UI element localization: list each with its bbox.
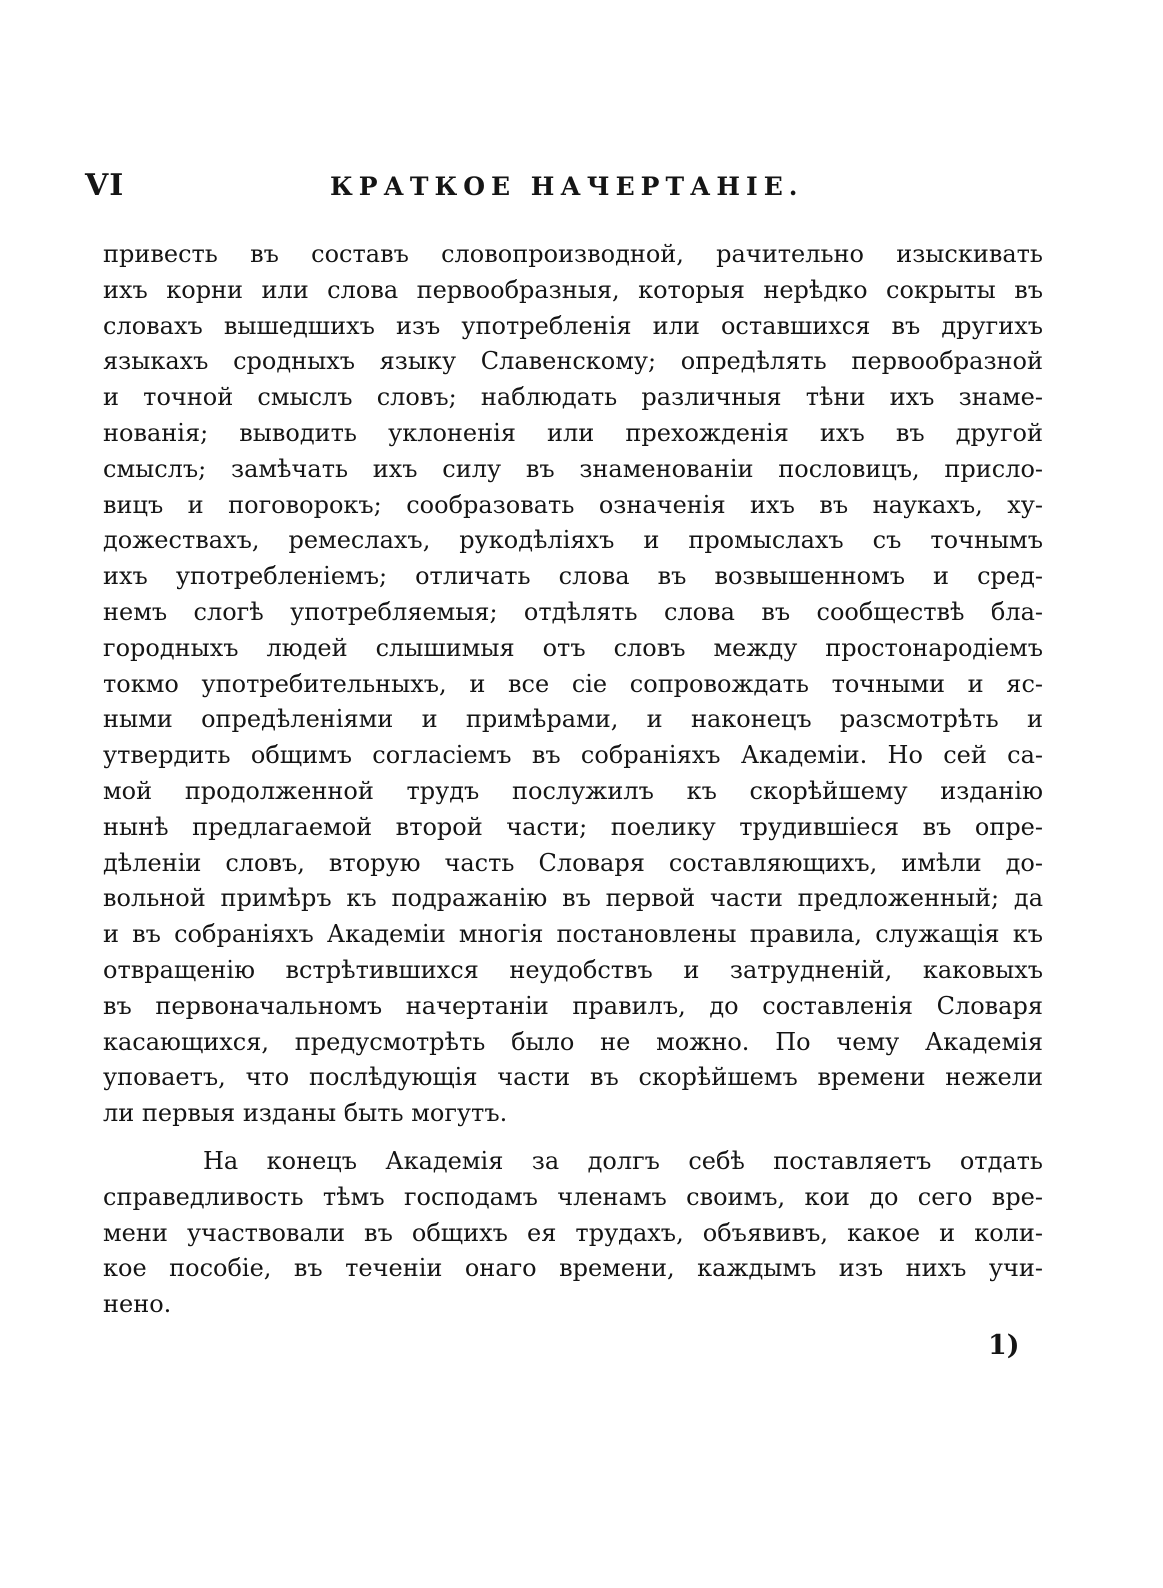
text-line: мой продолженной трудъ послужилъ къ скорѣйшему изданію <box>103 776 1043 805</box>
paragraph-gap <box>103 1132 1043 1144</box>
paragraph-2 <box>103 1144 1043 1323</box>
text-line: ными опредѣленіями и примѣрами, и наконецъ разсмотрѣть и <box>103 705 1043 734</box>
text-line: дѣленіи словъ, вторую часть Словаря составляющихъ, имѣли до- <box>103 848 1043 877</box>
text-line: мени участвовали въ общихъ ея трудахъ, объявивъ, какое и коли- <box>103 1218 1043 1247</box>
text-line: токмо употребительныхъ, и все сіе сопровождать точными и яс- <box>103 669 1043 698</box>
running-head: КРАТКОЕ НАЧЕРТАНІЕ. <box>330 172 804 201</box>
text-line: смыслъ; замѣчать ихъ силу въ знаменованіи пословицъ, присло- <box>103 454 1043 483</box>
text-line: нынѣ предлагаемой второй части; поелику трудившіеся въ опре- <box>103 812 1043 841</box>
body-text <box>103 237 1043 1323</box>
text-line: ихъ употребленіемъ; отличать слова въ возвышенномъ и сред- <box>103 562 1043 591</box>
text-line: отвращенію встрѣтившихся неудобствъ и затрудненій, каковыхъ <box>103 955 1043 984</box>
text-line: и точной смыслъ словъ; наблюдать различныя тѣни ихъ знаме- <box>103 383 1043 412</box>
text-line: ихъ корни или слова первообразныя, которыя нерѣдко сокрыты въ <box>103 275 1043 304</box>
text-line: городныхъ людей слышимыя отъ словъ между простонародіемъ <box>103 633 1043 662</box>
text-line: словахъ вышедшихъ изъ употребленія или оставшихся въ другихъ <box>103 311 1043 340</box>
paragraph-1 <box>103 237 1043 1132</box>
text-line: утвердить общимъ согласіемъ въ собраніяхъ Академіи. Но сей са- <box>103 741 1043 770</box>
text-line: кое пособіе, въ теченіи онаго времени, каждымъ изъ нихъ учи- <box>103 1254 1043 1283</box>
page-number: VI <box>85 168 125 203</box>
catchword: 1) <box>988 1330 1020 1361</box>
text-line: справедливость тѣмъ господамъ членамъ своимъ, кои до сего вре- <box>103 1182 1043 1211</box>
text-line: немъ слогѣ употребляемыя; отдѣлять слова въ сообществѣ бла- <box>103 597 1043 626</box>
text-line: языкахъ сродныхъ языку Славенскому; опредѣлять первообразной <box>103 347 1043 376</box>
text-line: и въ собраніяхъ Академіи многія постановлены правила, служащія къ <box>103 920 1043 949</box>
text-line: уповаетъ, что послѣдующія части въ скорѣйшемъ времени нежели <box>103 1063 1043 1092</box>
text-line: нено. <box>103 1290 172 1319</box>
text-line: вольной примѣръ къ подражанію въ первой части предложенный; да <box>103 884 1043 913</box>
text-line: вицъ и поговорокъ; сообразовать означенія ихъ въ наукахъ, ху- <box>103 490 1043 519</box>
text-line: нованія; выводить уклоненія или прехожденія ихъ въ другой <box>103 418 1043 447</box>
text-line: касающихся, предусмотрѣть было не можно. По чему Академія <box>103 1027 1043 1056</box>
text-line: На конецъ Академія за долгъ себѣ поставляетъ отдать <box>203 1146 1043 1175</box>
text-line: ли первыя изданы быть могутъ. <box>103 1099 508 1128</box>
text-line: дожествахъ, ремеслахъ, рукодѣліяхъ и промыслахъ съ точнымъ <box>103 526 1043 555</box>
text-line: въ первоначальномъ начертаніи правилъ, до составленія Словаря <box>103 991 1043 1020</box>
text-line: привесть въ составъ словопроизводной, рачительно изыскивать <box>103 240 1043 268</box>
